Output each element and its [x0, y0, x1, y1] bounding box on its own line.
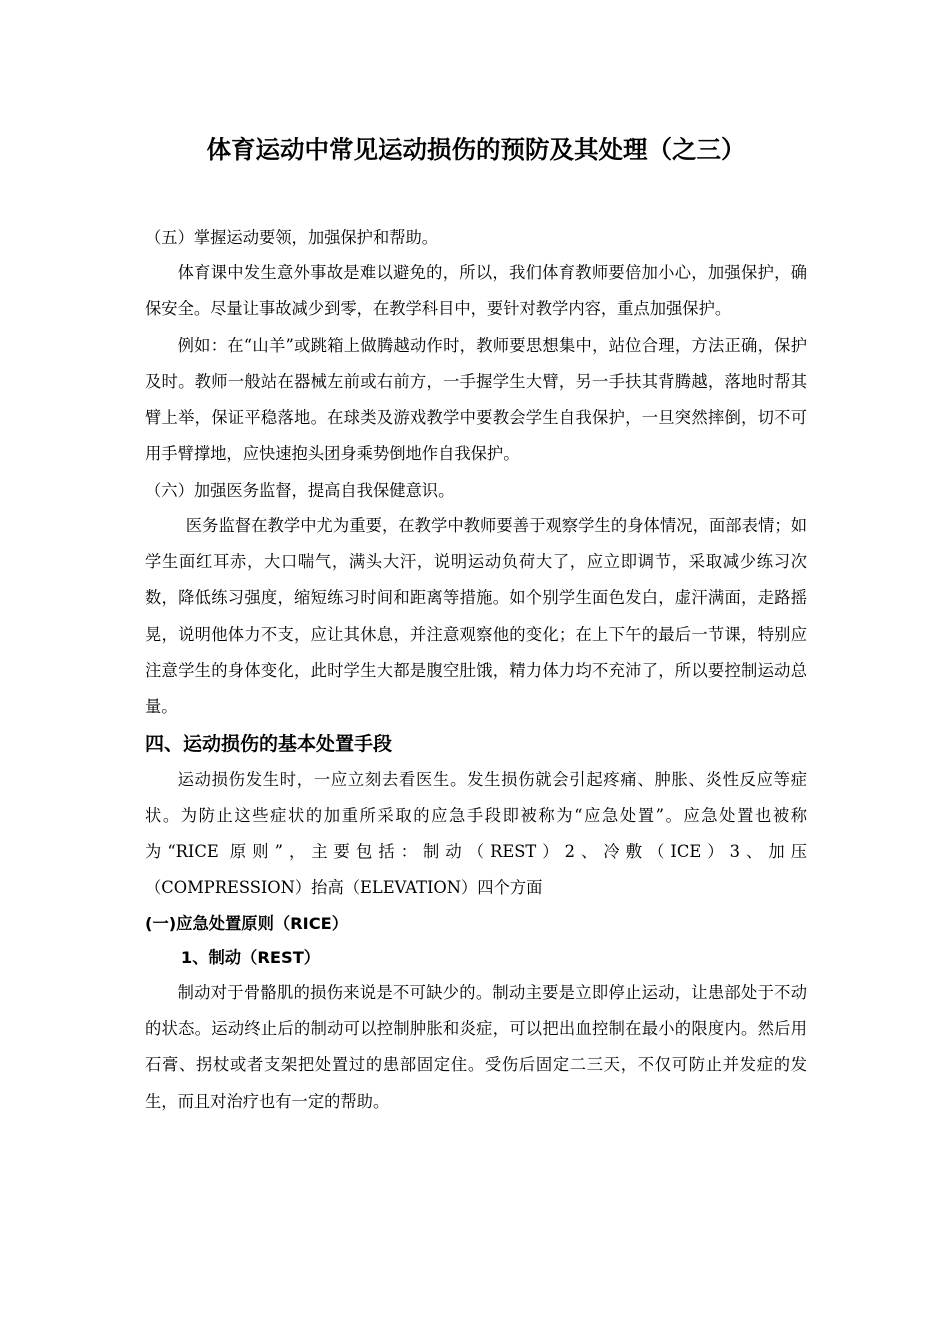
section-5-paragraph-1: 体育课中发生意外事故是难以避免的，所以，我们体育教师要倍加小心，加强保护，确保安全。尽量让事故减少到零，在教学科目中，要针对教学内容，重点加强保护。	[145, 263, 807, 319]
rest-item-heading: 1、制动（REST）	[180, 947, 321, 967]
document-title: 体育运动中常见运动损伤的预防及其处理（之三）	[206, 135, 746, 164]
part-4-paragraph-1: 运动损伤发生时，一应立刻去看医生。发生损伤就会引起疼痛、肿胀、炎性反应等症状。为防止这些症状的加重所采取的应急手段即被称为“应急处置”。应急处置也被称为“RICE 原则”，主要包括：制动（REST）2、冷敷（ICE）3、加压（COMPRESSION）抬高（ELEVATION）四个方面	[145, 769, 807, 898]
section-6-heading: （六）加强医务监督，提高自我保健意识。	[145, 480, 455, 500]
document-page	[145, 130, 807, 1120]
section-6-paragraph-1: 医务监督在教学中尤为重要，在教学中教师要善于观察学生的身体情况，面部表情；如学生面红耳赤，大口喘气，满头大汗，说明运动负荷大了，应立即调节，采取减少练习次数，降低练习强度，缩短练习时间和距离等措施。如个别学生面色发白，虚汗满面，走路摇晃，说明他体力不支，应让其休息，并注意观察他的变化；在上下午的最后一节课，特别应注意学生的身体变化，此时学生大都是腹空肚饿，精力体力均不充沛了，所以要控制运动总量。	[145, 515, 807, 717]
rest-item-paragraph: 制动对于骨骼肌的损伤来说是不可缺少的。制动主要是立即停止运动，让患部处于不动的状态。运动终止后的制动可以控制肿胀和炎症，可以把出血控制在最小的限度内。然后用石膏、拐杖或者支架把处置过的患部固定住。受伤后固定二三天，不仅可防止并发症的发生，而且对治疗也有一定的帮助。	[145, 982, 807, 1111]
rice-principle-heading: (一)应急处置原则（RICE）	[145, 913, 349, 933]
section-5-heading: （五）掌握运动要领，加强保护和帮助。	[145, 228, 439, 247]
section-5-paragraph-2: 例如：在“山羊”或跳箱上做腾越动作时，教师要思想集中，站位合理，方法正确，保护及时。教师一般站在器械左前或右前方，一手握学生大臂，另一手扶其背腾越，落地时帮其臂上举，保证平稳落地。在球类及游戏教学中要教会学生自我保护，一旦突然摔倒，切不可用手臂撑地，应快速抱头团身乘势倒地作自我保护。	[145, 335, 807, 464]
part-4-heading: 四、运动损伤的基本处置手段	[145, 732, 393, 755]
